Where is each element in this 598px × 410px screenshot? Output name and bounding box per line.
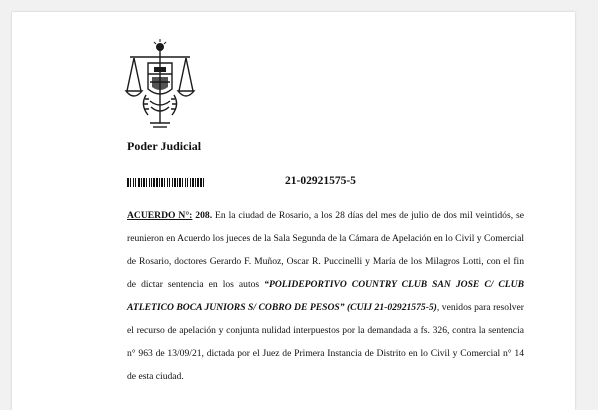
balance-scale-seal-icon bbox=[124, 37, 196, 135]
document-body bbox=[127, 204, 524, 388]
barcode bbox=[127, 178, 257, 187]
case-title: “POLIDEPORTIVO COUNTRY CLUB SAN JOSE C/ CLUB ATLETICO BOCA JUNIORS S/ COBRO DE PESOS” (CUIJ 21-02921575-5) bbox=[127, 279, 524, 313]
acuerdo-label: ACUERDO N°: bbox=[127, 210, 193, 221]
body-paragraph-2: , venidos para resolver el recurso de apelación y conjunta nulidad interpuestos por la demandada a fs. 326, contra la sentencia n° 963 de 13/09/21, dictada por el Juez de Primera Instancia de Distrito en lo Civil y Comercial n° 14 de esta ciudad. bbox=[127, 302, 524, 382]
organization-name: Poder Judicial bbox=[127, 139, 202, 153]
acuerdo-number: 208. bbox=[195, 210, 213, 221]
case-number: 21-02921575-5 bbox=[285, 175, 356, 187]
document-page bbox=[12, 12, 575, 410]
body-paragraph-1: En la ciudad de Rosario, a los 28 días del mes de julio de dos mil veintidós, se reunieron en Acuerdo los jueces de la Sala Segunda de la Cámara de Apelación en lo Civil y Comercial de Rosario, doctores Gerardo F. Muñoz, Oscar R. Puccinelli y María de los Milagros Lotti, con el fin de dictar sentencia en los autos bbox=[127, 210, 524, 290]
